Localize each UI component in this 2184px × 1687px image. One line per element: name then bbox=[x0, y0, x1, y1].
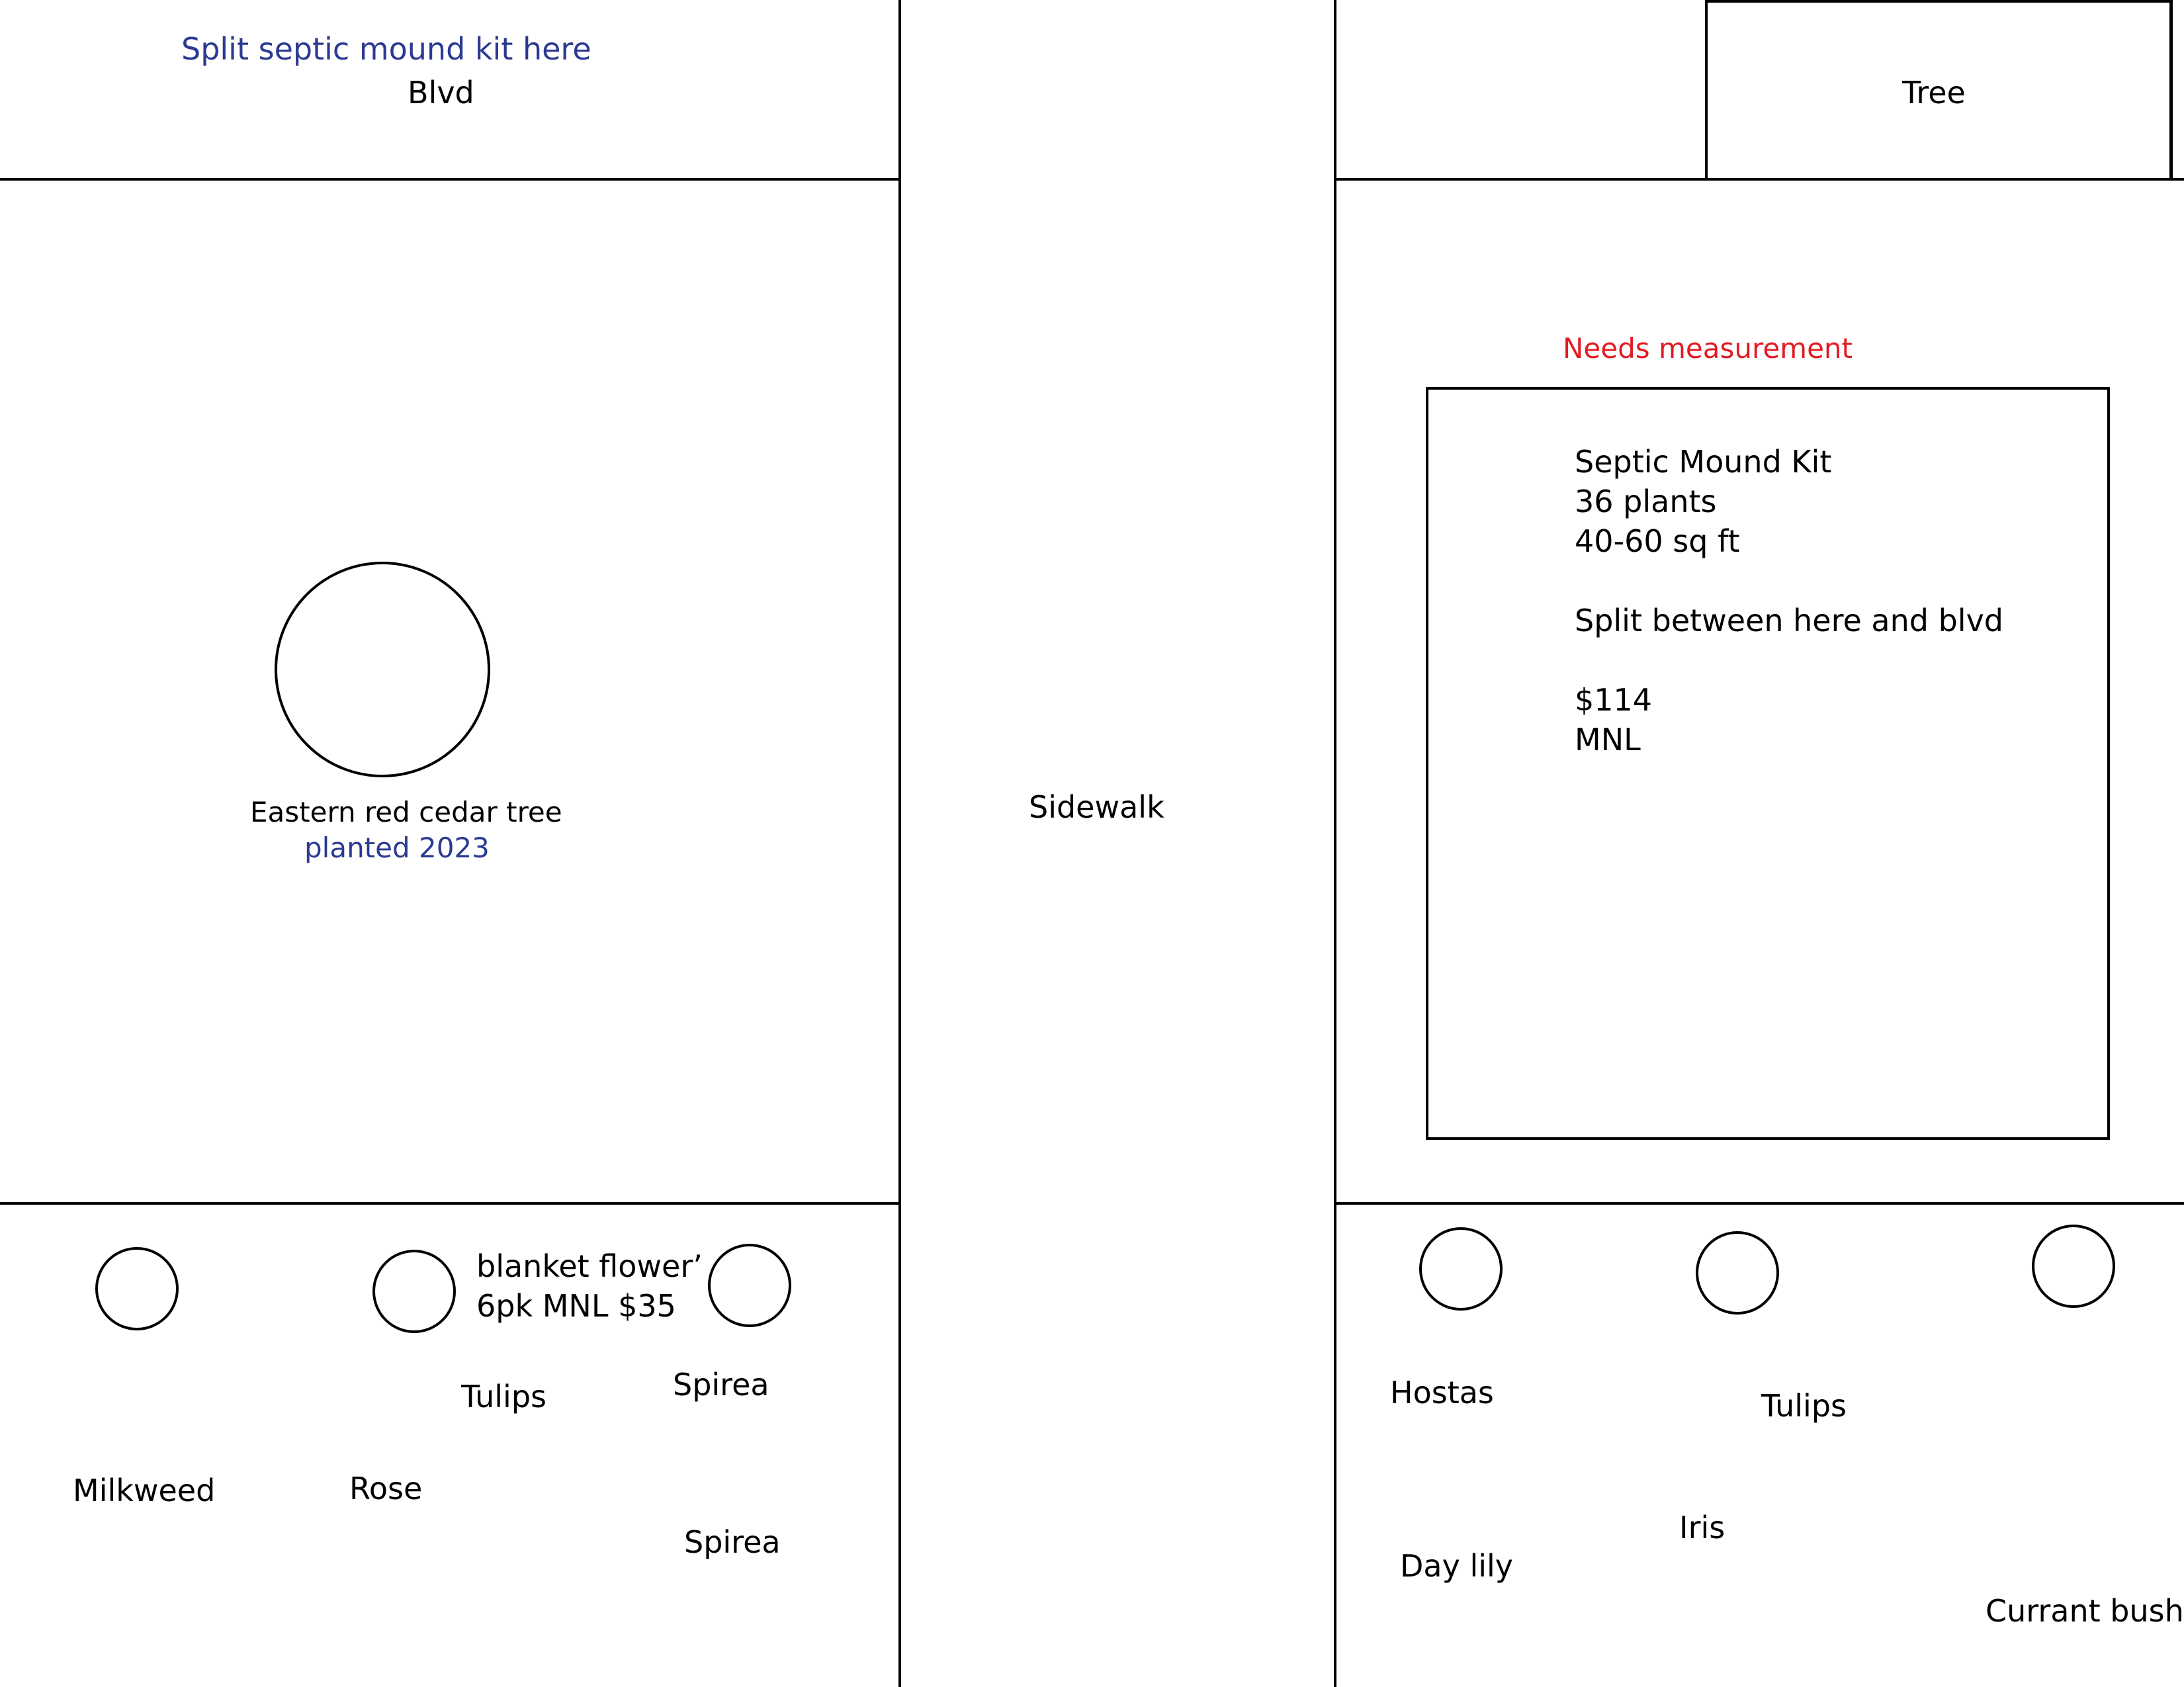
kit-line: 40-60 sq ft bbox=[1575, 523, 1740, 559]
plant-circle bbox=[95, 1247, 179, 1330]
kit-line: Septic Mound Kit bbox=[1575, 444, 1832, 480]
tulips-label-left: Tulips bbox=[461, 1379, 546, 1414]
iris-label: Iris bbox=[1679, 1510, 1725, 1545]
sidewalk-left-edge bbox=[898, 0, 901, 1687]
cedar-tree-planted-note: planted 2023 bbox=[304, 832, 490, 864]
cedar-tree-circle bbox=[275, 562, 490, 777]
tree-label: Tree bbox=[1902, 75, 1966, 110]
plant-circle bbox=[2032, 1225, 2115, 1308]
plant-circle bbox=[708, 1244, 791, 1327]
currant-bush-label: Currant bush bbox=[1986, 1593, 2184, 1629]
kit-line: 36 plants bbox=[1575, 484, 1717, 519]
plant-circle bbox=[1419, 1227, 1503, 1311]
blvd-label: Blvd bbox=[408, 75, 474, 110]
kit-line bbox=[1575, 561, 2003, 601]
blanket-flower-line: blanket flower’ bbox=[476, 1248, 703, 1284]
spirea-label-top: Spirea bbox=[673, 1367, 769, 1403]
blanket-flower-note bbox=[476, 1246, 703, 1326]
right-garden-boundary bbox=[1334, 1202, 2184, 1205]
milkweed-label: Milkweed bbox=[73, 1473, 216, 1508]
septic-mound-kit-details bbox=[1575, 442, 2003, 759]
rose-label: Rose bbox=[349, 1471, 423, 1506]
needs-measurement-note: Needs measurement bbox=[1563, 332, 1853, 365]
cedar-tree-label: Eastern red cedar tree bbox=[250, 796, 562, 828]
left-blvd-boundary bbox=[0, 178, 900, 181]
hostas-label: Hostas bbox=[1390, 1375, 1494, 1410]
plant-circle bbox=[1696, 1231, 1779, 1315]
spirea-label-bottom: Spirea bbox=[684, 1524, 781, 1560]
left-garden-boundary bbox=[0, 1202, 900, 1205]
kit-line: Split between here and blvd bbox=[1575, 603, 2003, 638]
sidewalk-right-edge bbox=[1334, 0, 1336, 1687]
sidewalk-label: Sidewalk bbox=[1029, 789, 1164, 825]
plant-circle bbox=[372, 1250, 456, 1333]
blanket-flower-line: 6pk MNL $35 bbox=[476, 1288, 676, 1324]
day-lily-label: Day lily bbox=[1400, 1548, 1514, 1584]
septic-split-note: Split septic mound kit here bbox=[181, 31, 591, 67]
kit-line bbox=[1575, 640, 2003, 680]
kit-line: MNL bbox=[1575, 722, 1641, 757]
tulips-label-right: Tulips bbox=[1761, 1388, 1847, 1424]
kit-line: $114 bbox=[1575, 682, 1653, 718]
